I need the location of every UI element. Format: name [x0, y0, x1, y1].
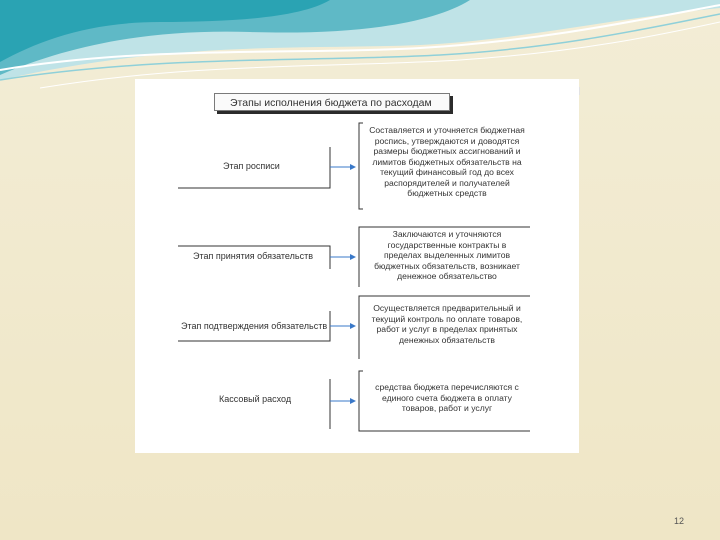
stage-label-3: Этап подтверждения обязательств — [181, 321, 328, 331]
stage-description-3: Осуществляется предварительный и текущий контроль по оплате товаров, работ и услуг в пределах принятых денежных обязательств — [371, 303, 523, 345]
stage-description-4: средства бюджета перечисляются с единого счета бюджета в оплату товаров, работ и услуг — [375, 382, 519, 413]
stage-description-1: Составляется и уточняется бюджетная роспись, утверждаются и доводятся размеры бюджетных ассигнований и лимитов бюджетных обязательств на текущий финансовый год до всех распорядителей и получателей бюджетных средств — [369, 125, 525, 198]
stage-label-4: Кассовый расход — [219, 394, 292, 404]
stage-label-1: Этап росписи — [223, 161, 280, 171]
page-number: 12 — [674, 516, 685, 526]
stage-description-2: Заключаются и уточняются государственные контракты в пределах выделенных лимитов бюджетных обязательств, возникает денежное обязательство — [374, 229, 520, 281]
diagram-title: Этапы исполнения бюджета по расходам — [214, 93, 450, 111]
stage-label-2: Этап принятия обязательств — [193, 251, 313, 261]
diagram-panel — [135, 79, 579, 453]
